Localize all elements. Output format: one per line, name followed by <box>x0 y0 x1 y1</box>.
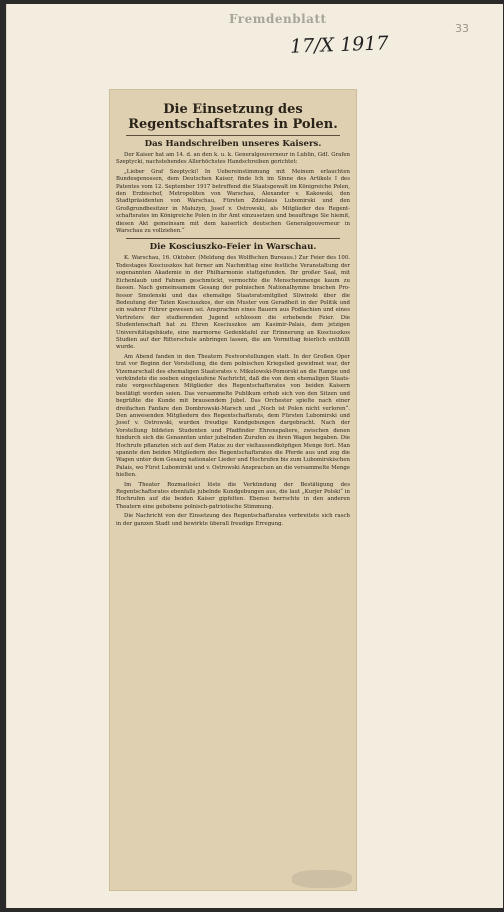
divider <box>126 135 340 136</box>
paragraph: Im Theater Rozmaitości löste die Verkündung der Bestätigung des Regentschaftsrates ebenfalls jubelnde Kundgebungen aus, die laut „Kurjer Polski“ in Hochrufen auf die beiden Kaiser gipfelten. Ebenso herrschte in den anderen Theatern eine gehobene polnisch-patriotische Stimmung. <box>116 481 350 510</box>
section-title-handschreiben: Das Handschreiben unseres Kaisers. <box>144 139 322 149</box>
newspaper-stamp: Fremdenblatt <box>229 12 327 26</box>
ink-smudge <box>292 870 352 888</box>
paragraph-quote: „Lieber Graf Szeptycki! In Uebereinstimmung mit Meinem erlauchten Bundesgenossen, dem Deutschen Kaiser, finde Ich im Sinne des Artikels I des Patentes vom 12. September 1917 betreffend die Staatsgewalt im Königreiche Polen, den Erzbischof, Metropoliten von Warschau, Alexander v. Kakowski, den Stadtpräsidenten von Warschau, Fürsten Zdzislaus Lubomirski und den Großgrundbesitzer in Małużyn, Josef v. Ostrowski, als Mitglieder des Regentschaftsrates im Königreiche Polen in ihr Amt einzusetzen und beauftrage Sie hiemit, diesen Akt gemeinsam mit dem kaiserlich deutschen Generalgouverneur in Warschau zu vollziehen.“ <box>116 168 350 235</box>
paragraph: Der Kaiser hat am 14. d. an den k. u. k. Generalgouverneur in Lublin, GdI. Grafen Szeptycki, nachstehendes Allerhöchstes Handschreiben gerichtet: <box>116 152 350 166</box>
divider <box>126 238 340 239</box>
paragraph: K. Warschau, 16. Oktober. (Meldung des Wolffschen Bureaus.) Zur Feier des 100. Todestages Kosciuszkos hat ferner am Nachmittag eine festliche Veranstaltung der sogenannten Akademie in der Philharmonie stattgefunden. Ihr großer Saal, mit Eichenlaub und Fahnen geschmückt, vermochte die Menschenmenge kaum zu fassen. Nach gemeinsamem Gesang der polnischen Nationalhymne brachen Professor Smolenski und das ehemalige Staatsratsmitglied Sliwinski über die Bedeutung der Taten Kosciuszkos, der ein Muster von Geradheit in der Politik und ein wahrer Führer gewesen sei. Ansprachen eines Bauern aus Podlachien und eines Vertreters der studierenden Jugend schlossen die erhebende Feier. Die Studentenschaft hat zu Ehren Kosciuszkos am Kasimir-Palais, dem jetzigen Universitätsgebäude, eine marmorne Gedenktafel zur Erinnerung an Kosciuszkos Studien auf der Ritterschule anbringen lassen, die am Vormittag feierlich enthüllt wurde. <box>116 255 350 351</box>
paragraph: Die Nachricht von der Einsetzung des Regentschaftsrates verbreitete sich rasch in der ganzen Stadt und bewirkte überall freudige Erregung. <box>116 513 350 527</box>
handwritten-date: 17/X 1917 <box>289 32 389 58</box>
page-number: 33 <box>455 22 469 35</box>
newspaper-clipping <box>110 90 356 890</box>
section-title-kosciuszko: Die Kosciuszko-Feier in Warschau. <box>149 242 317 253</box>
paragraph: Am Abend fanden in den Theatern Festvorstellungen statt. In der Großen Oper trat vor Beginn der Vorstellung, die dem polnischen Kriegslied gewidmet war, der Vizemarschall des ehemaligen Staatsrates v. Mikulowski-Pomorski an die Rampe und verkündete die soeben eingelaufene Nachricht, daß die von dem ehemaligen Staatsrate vorgeschlagenen Mitglieder des Regentschaftsrates von beiden Kaisern bestätigt worden seien. Das versammelte Publikum erhob sich von den Sitzen und begrüßte die Kunde mit brausendem Jubel. Das Orchester spielte nach einer dreifachen Fanfare den Dombrowski-Marsch und „Noch ist Polen nicht verloren“. Den anwesenden Mitgliedern des Regentschaftsrats, dem Fürsten Lubomirski und Josef v. Ostrowski, wurden freudige Kundgebungen dargebracht. Nach der Vorstellung bildeten Studenten und Pfadfinder Ehrenspaliere, zwischen denen hindurch sich die Genannten unter jubelnden Zurufen zu ihren Wagen begaben. Die Hochrufe pflanzten sich auf dem Platze zu der vieltausendköpfigen Menge fort. Man spannte den beiden Mitgliedern des Regentschaftsrates die Pferde aus und zog die Wagen unter dem Gesang nationaler Lieder und Hochrufen bis zum Lubomirskischen Palais, wo Fürst Lubomirski und v. Ostrowski Ansprachen an die versammelte Menge hielten. <box>116 353 351 479</box>
article-headline: Die Einsetzung des Regentschaftsrates in Polen. <box>128 102 338 132</box>
